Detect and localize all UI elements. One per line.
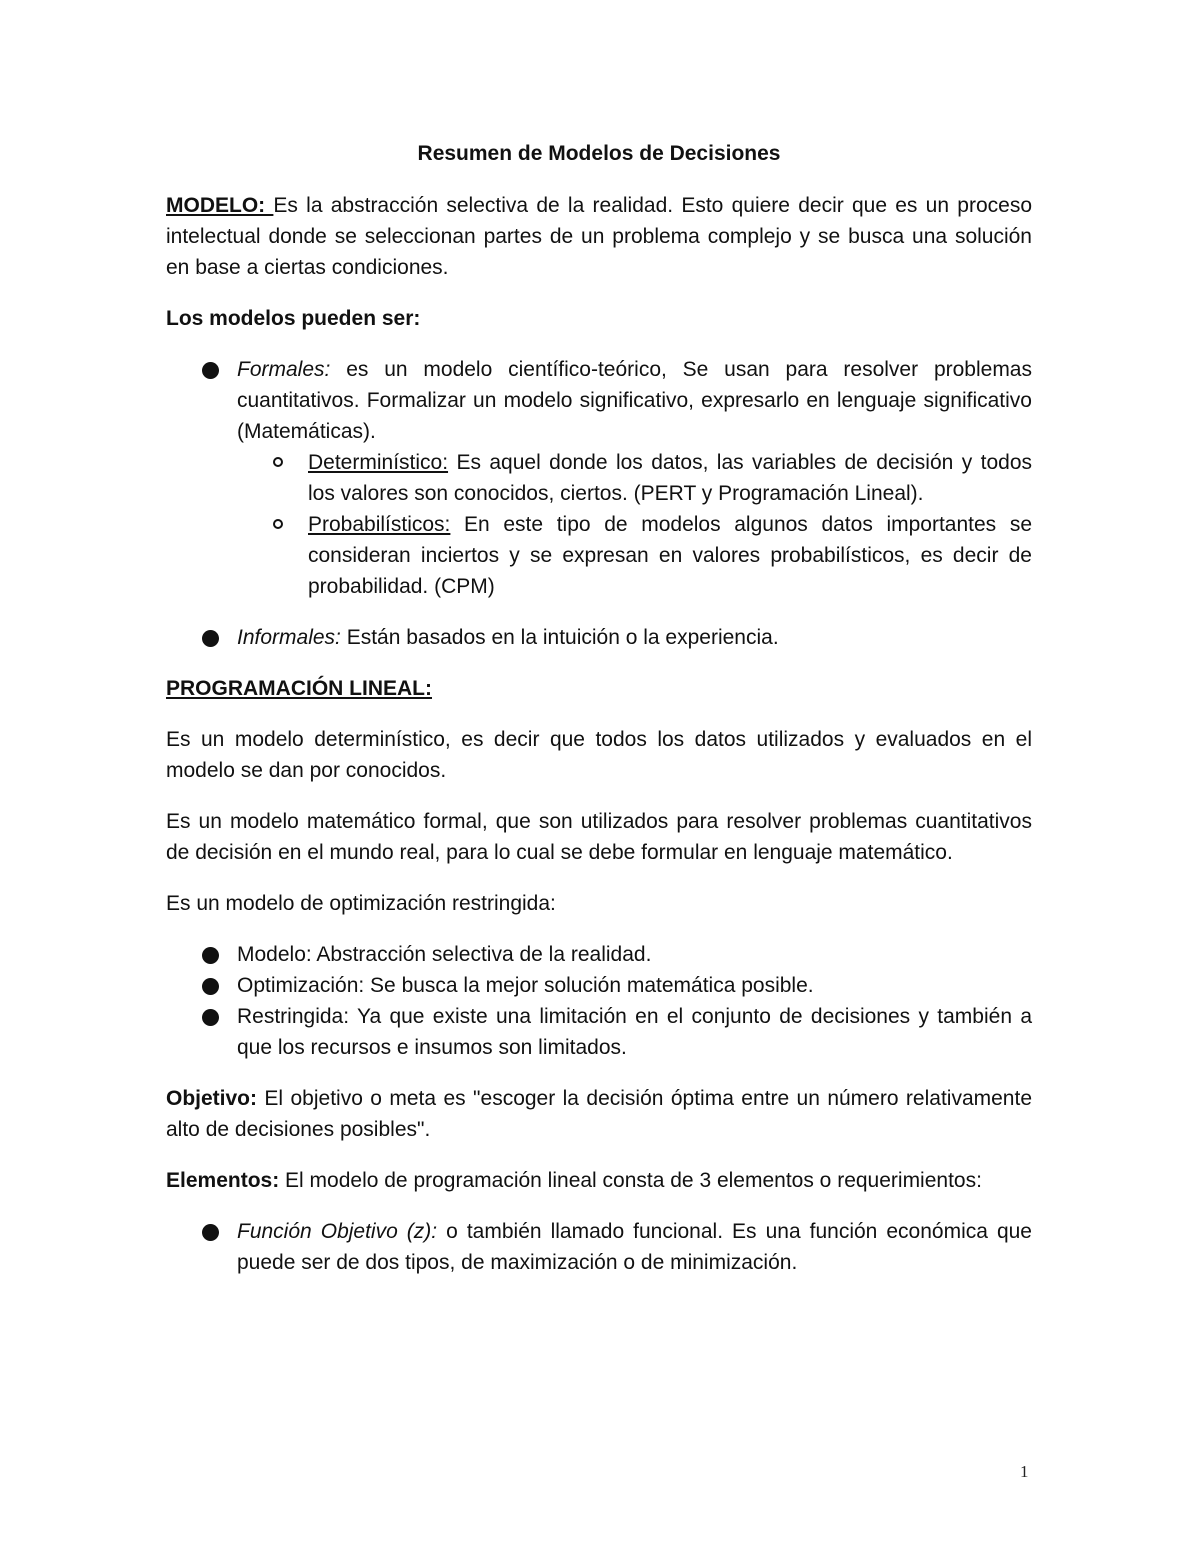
modelo-label: MODELO: (166, 194, 274, 217)
list-item (166, 939, 1032, 970)
circle-bullet-icon (273, 519, 283, 529)
circle-bullet-icon (273, 457, 283, 467)
bullet-icon (202, 1224, 219, 1241)
page-content (166, 138, 1032, 1278)
modelo-text: Es la abstracción selectiva de la realidad. Esto quiere decir que es un proceso intelectual donde se seleccionan partes de un problema complejo y se busca una solución en base a ciertas condiciones. (166, 194, 1032, 279)
tipos-heading: Los modelos pueden ser: (166, 307, 421, 330)
pl-paragraph-1: Es un modelo determinístico, es decir que todos los datos utilizados y evaluados en el modelo se dan por conocidos. (166, 728, 1032, 782)
bullet-icon (202, 978, 219, 995)
bullet-icon (202, 630, 219, 647)
bullet-icon (202, 362, 219, 379)
objetivo-text: El objetivo o meta es "escoger la decisión óptima entre un número relativamente alto de decisiones posibles". (166, 1087, 1032, 1141)
elementos-list (166, 1216, 1032, 1278)
list-item-funcion-objetivo (166, 1216, 1032, 1278)
informales-label: Informales: (237, 626, 341, 649)
list-item-deterministico (237, 447, 1032, 509)
list-item (166, 1001, 1032, 1063)
elementos-label: Elementos: (166, 1169, 280, 1192)
bullet-icon (202, 947, 219, 964)
formales-sublist (237, 447, 1032, 602)
objetivo-label: Objetivo: (166, 1087, 258, 1110)
pl-heading: PROGRAMACIÓN LINEAL: (166, 677, 432, 700)
funcion-objetivo-label: Función Objetivo (z): (237, 1220, 438, 1243)
objetivo-paragraph (166, 1083, 1032, 1145)
formales-text: es un modelo científico-teórico, Se usan para resolver problemas cuantitativos. Formalizar un modelo significativo, expresarlo en lenguaje significativo (Matemáticas). (237, 358, 1032, 443)
elementos-paragraph (166, 1165, 1032, 1196)
probabilisticos-text: En este tipo de modelos algunos datos importantes se consideran inciertos y se expresan en valores probabilísticos, es decir de probabilidad. (CPM) (308, 513, 1032, 598)
bullet-icon (202, 1009, 219, 1026)
deterministico-text: Es aquel donde los datos, las variables de decisión y todos los valores son conocidos, ciertos. (PERT y Programación Lineal). (308, 451, 1032, 505)
list-item-informales (166, 622, 1032, 653)
opt-item-text: Optimización: Se busca la mejor solución matemática posible. (237, 974, 814, 997)
tipos-list (166, 354, 1032, 602)
informales-list (166, 622, 1032, 653)
elementos-text: El modelo de programación lineal consta de 3 elementos o requerimientos: (279, 1169, 982, 1192)
probabilisticos-label: Probabilísticos: (308, 513, 451, 536)
page-number: 1 (1020, 1462, 1029, 1481)
deterministico-label: Determinístico: (308, 451, 449, 474)
pl-paragraph-2: Es un modelo matemático formal, que son utilizados para resolver problemas cuantitativos de decisión en el mundo real, para lo cual se debe formular en lenguaje matemático. (166, 810, 1032, 864)
optimizacion-list (166, 939, 1032, 1063)
funcion-objetivo-text: o también llamado funcional. Es una función económica que puede ser de dos tipos, de maximización o de minimización. (237, 1220, 1032, 1274)
list-item (166, 970, 1032, 1001)
list-item-probabilisticos (237, 509, 1032, 602)
opt-item-text: Modelo: Abstracción selectiva de la realidad. (237, 943, 652, 966)
pl-paragraph-3: Es un modelo de optimización restringida: (166, 892, 556, 915)
document-title: Resumen de Modelos de Decisiones (417, 142, 781, 165)
opt-item-text: Restringida: Ya que existe una limitación en el conjunto de decisiones y también a que los recursos e insumos son limitados. (237, 1005, 1032, 1059)
formales-label: Formales: (237, 358, 331, 381)
list-item-formales (166, 354, 1032, 602)
informales-text: Están basados en la intuición o la experiencia. (340, 626, 779, 649)
modelo-paragraph (166, 190, 1032, 283)
